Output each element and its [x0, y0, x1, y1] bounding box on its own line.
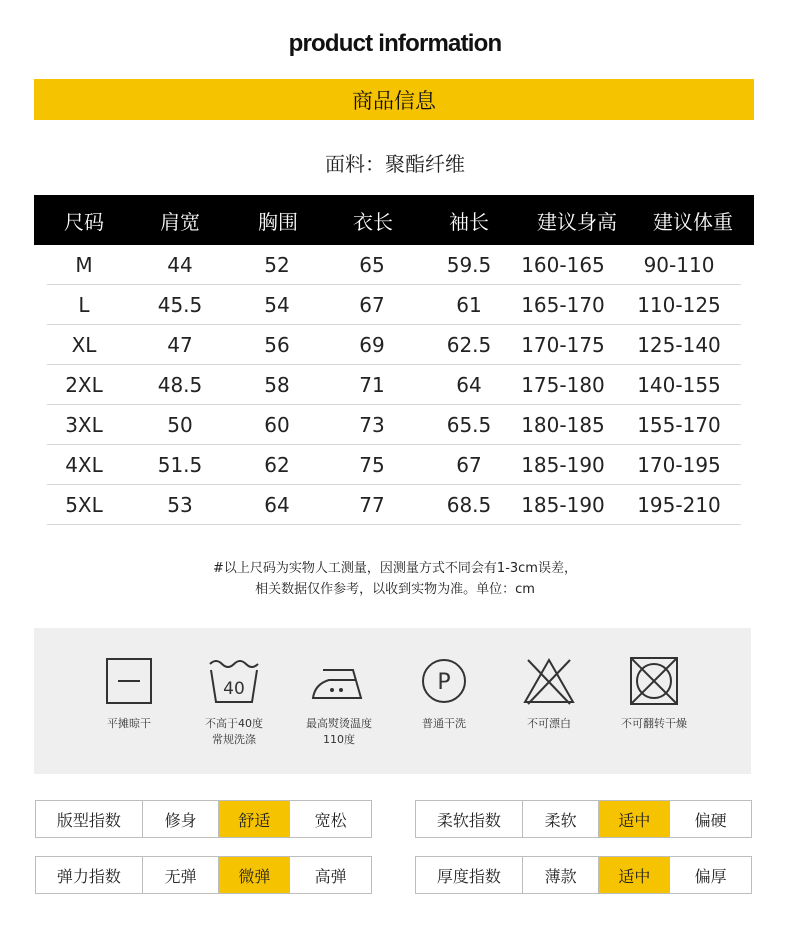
table-row	[47, 405, 741, 445]
fit-index	[35, 800, 372, 838]
care-label: 平摊晾干	[107, 717, 151, 730]
table-cell: 5XL	[65, 492, 103, 517]
softness-index	[415, 800, 752, 838]
table-cell: 165-170	[521, 292, 605, 317]
elasticity-index	[35, 856, 372, 894]
care-item	[74, 656, 184, 732]
table-cell: 65	[359, 252, 385, 277]
index-option: 宽松	[289, 801, 371, 837]
table-row	[47, 445, 741, 485]
table-cell: 3XL	[65, 412, 103, 437]
header-cell: 胸围	[258, 209, 298, 234]
table-cell: 175-180	[521, 372, 605, 397]
note-line: 相关数据仅作参考，以收到实物为准。单位：cm	[255, 582, 535, 597]
index-option: 偏硬	[669, 801, 751, 837]
index-option-selected: 舒适	[218, 801, 289, 837]
size-table-header	[34, 195, 754, 245]
table-cell: 58	[264, 372, 290, 397]
table-cell: 67	[456, 452, 482, 477]
table-row	[47, 285, 741, 325]
header-cell: 肩宽	[160, 209, 200, 234]
table-cell: 90-110	[643, 252, 715, 277]
table-cell: 52	[264, 252, 290, 277]
table-cell: 51.5	[157, 452, 203, 477]
table-row	[47, 365, 741, 405]
header-cell: 尺码	[64, 209, 104, 234]
table-cell: 61	[456, 292, 482, 317]
table-cell: 50	[167, 412, 193, 437]
table-cell: XL	[71, 332, 97, 357]
table-cell: 44	[167, 252, 193, 277]
care-item	[179, 656, 289, 748]
index-option: 偏厚	[669, 857, 751, 893]
section-banner: 商品信息	[34, 79, 754, 120]
care-item	[599, 656, 709, 732]
header-cell: 建议身高	[537, 209, 617, 234]
table-cell: 64	[264, 492, 290, 517]
table-cell: 4XL	[65, 452, 103, 477]
index-option: 薄款	[522, 857, 599, 893]
index-option: 高弹	[289, 857, 371, 893]
table-cell: 170-175	[521, 332, 605, 357]
index-option-selected: 适中	[598, 857, 669, 893]
table-cell: 67	[359, 292, 385, 317]
no-tumble-dry-icon	[628, 656, 680, 706]
dry-clean-letter: P	[437, 670, 451, 695]
care-label: 不可翻转干燥	[621, 717, 687, 730]
wash-40-icon	[207, 656, 261, 706]
table-cell: 155-170	[637, 412, 721, 437]
table-cell: 75	[359, 452, 385, 477]
iron-icon	[309, 656, 369, 706]
size-table-body	[34, 245, 754, 525]
care-item	[494, 656, 604, 732]
table-cell: 77	[359, 492, 385, 517]
index-label: 厚度指数	[436, 866, 501, 886]
care-instructions-panel	[34, 628, 751, 774]
table-cell: 68.5	[446, 492, 492, 517]
table-cell: 64	[456, 372, 482, 397]
wash-temp-label: 40	[223, 679, 245, 699]
table-cell: 71	[359, 372, 385, 397]
size-table	[34, 195, 754, 525]
index-label: 版型指数	[56, 810, 121, 830]
table-cell: 60	[264, 412, 290, 437]
table-cell: 185-190	[521, 452, 605, 477]
no-bleach-icon	[522, 656, 576, 706]
table-cell: 180-185	[521, 412, 605, 437]
table-cell: L	[78, 292, 90, 317]
care-label: 不高于40度 常规洗涤	[205, 717, 263, 746]
table-row	[47, 325, 741, 365]
table-cell: 62.5	[446, 332, 492, 357]
table-cell: 195-210	[637, 492, 721, 517]
table-cell: 59.5	[446, 252, 492, 277]
table-cell: M	[75, 252, 93, 277]
table-row	[47, 245, 741, 285]
table-cell: 62	[264, 452, 290, 477]
care-label: 不可漂白	[527, 717, 571, 730]
dry-clean-p-icon	[419, 656, 469, 706]
table-cell: 65.5	[446, 412, 492, 437]
index-option: 柔软	[522, 801, 599, 837]
table-cell: 54	[264, 292, 290, 317]
flat-dry-icon	[104, 656, 154, 706]
index-label: 柔软指数	[436, 810, 501, 830]
table-cell: 2XL	[65, 372, 103, 397]
table-cell: 48.5	[157, 372, 203, 397]
care-item	[284, 656, 394, 748]
thickness-index	[415, 856, 752, 894]
table-cell: 125-140	[637, 332, 721, 357]
table-cell: 140-155	[637, 372, 721, 397]
index-option: 无弹	[142, 857, 219, 893]
measurement-note	[0, 558, 790, 600]
header-cell: 建议体重	[653, 209, 733, 234]
note-line: #以上尺码为实物人工测量，因测量方式不同会有1-3cm误差，	[213, 561, 577, 576]
table-row	[47, 485, 741, 525]
index-option-selected: 适中	[598, 801, 669, 837]
table-cell: 185-190	[521, 492, 605, 517]
page-title: product information	[288, 30, 502, 57]
table-cell: 110-125	[637, 292, 721, 317]
table-cell: 53	[167, 492, 193, 517]
index-label: 弹力指数	[56, 866, 121, 886]
table-cell: 170-195	[637, 452, 721, 477]
index-option: 修身	[142, 801, 219, 837]
care-item	[389, 656, 499, 732]
table-cell: 56	[264, 332, 290, 357]
fabric-info: 面料：聚酯纤维	[325, 152, 465, 176]
header-cell: 衣长	[353, 209, 393, 234]
index-option-selected: 微弹	[218, 857, 289, 893]
care-label: 普通干洗	[422, 717, 466, 730]
table-cell: 73	[359, 412, 385, 437]
table-cell: 47	[167, 332, 193, 357]
table-cell: 69	[359, 332, 385, 357]
table-cell: 45.5	[157, 292, 203, 317]
header-cell: 袖长	[449, 209, 489, 234]
care-label: 最高熨烫温度 110度	[306, 717, 372, 746]
table-cell: 160-165	[521, 252, 605, 277]
